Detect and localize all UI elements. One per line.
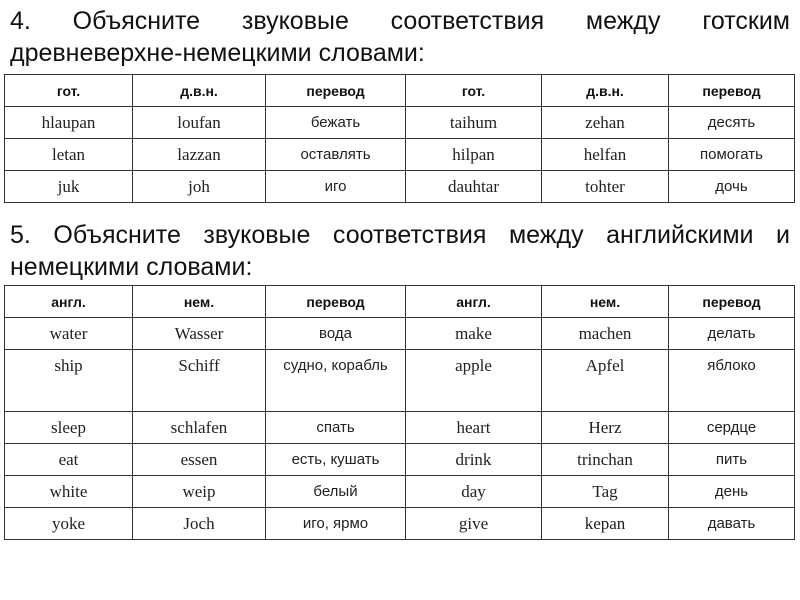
table-cell: machen	[542, 318, 669, 350]
column-header: англ.	[5, 286, 133, 318]
table-cell: tohter	[542, 171, 669, 203]
section-5-heading: 5. Объясните звуковые соответствия между английскими и немецкими словами:	[10, 221, 790, 281]
table-cell: спать	[266, 412, 406, 444]
table-row	[5, 476, 795, 508]
table-cell: apple	[406, 350, 542, 412]
english-german-table	[4, 285, 795, 540]
table-row	[5, 318, 795, 350]
table-cell: иго, ярмо	[266, 508, 406, 540]
table-cell: white	[5, 476, 133, 508]
table-cell: hlaupan	[5, 107, 133, 139]
column-header: д.в.н.	[542, 75, 669, 107]
table-cell: сердце	[669, 412, 795, 444]
table-cell: kepan	[542, 508, 669, 540]
column-header: нем.	[133, 286, 266, 318]
table-cell: water	[5, 318, 133, 350]
table-row	[5, 139, 795, 171]
table-row	[5, 444, 795, 476]
table-cell: оставлять	[266, 139, 406, 171]
table-cell: lazzan	[133, 139, 266, 171]
table-cell: помогать	[669, 139, 795, 171]
table-cell: hilpan	[406, 139, 542, 171]
column-header: нем.	[542, 286, 669, 318]
table-cell: taihum	[406, 107, 542, 139]
table-cell: helfan	[542, 139, 669, 171]
column-header: перевод	[669, 75, 795, 107]
table-header-row	[5, 286, 795, 318]
table-cell: судно, корабль	[266, 350, 406, 412]
table-row	[5, 350, 795, 412]
column-header: англ.	[406, 286, 542, 318]
table-row	[5, 412, 795, 444]
table-cell: Wasser	[133, 318, 266, 350]
table-cell: дочь	[669, 171, 795, 203]
table-cell: есть, кушать	[266, 444, 406, 476]
table-cell: Tag	[542, 476, 669, 508]
table-cell: eat	[5, 444, 133, 476]
table-cell: бежать	[266, 107, 406, 139]
table-cell: яблоко	[669, 350, 795, 412]
table-cell: loufan	[133, 107, 266, 139]
column-header: д.в.н.	[133, 75, 266, 107]
table-row	[5, 171, 795, 203]
table-cell: пить	[669, 444, 795, 476]
column-header: перевод	[266, 75, 406, 107]
table-cell: zehan	[542, 107, 669, 139]
table-cell: ship	[5, 350, 133, 412]
table-cell: trinchan	[542, 444, 669, 476]
table-cell: day	[406, 476, 542, 508]
column-header: гот.	[406, 75, 542, 107]
table-cell: yoke	[5, 508, 133, 540]
table-cell: letan	[5, 139, 133, 171]
section-4-heading: 4. Объясните звуковые соответствия между готским древневерхне-немецкими словами:	[10, 7, 790, 67]
table-cell: Apfel	[542, 350, 669, 412]
table-cell: dauhtar	[406, 171, 542, 203]
table-cell: Herz	[542, 412, 669, 444]
table-cell: sleep	[5, 412, 133, 444]
column-header: перевод	[669, 286, 795, 318]
gothic-ohg-table	[4, 74, 795, 203]
column-header: перевод	[266, 286, 406, 318]
table-cell: делать	[669, 318, 795, 350]
table-cell: Schiff	[133, 350, 266, 412]
table-row	[5, 508, 795, 540]
table-cell: drink	[406, 444, 542, 476]
table-cell: schlafen	[133, 412, 266, 444]
table-cell: иго	[266, 171, 406, 203]
table-cell: weiр	[133, 476, 266, 508]
table-cell: десять	[669, 107, 795, 139]
column-header: гот.	[5, 75, 133, 107]
table-cell: give	[406, 508, 542, 540]
table-cell: давать	[669, 508, 795, 540]
table-cell: белый	[266, 476, 406, 508]
table-cell: Joch	[133, 508, 266, 540]
table-cell: вода	[266, 318, 406, 350]
table-header-row	[5, 75, 795, 107]
table-cell: heart	[406, 412, 542, 444]
table-cell: juk	[5, 171, 133, 203]
table-cell: joh	[133, 171, 266, 203]
table-cell: essen	[133, 444, 266, 476]
table-row	[5, 107, 795, 139]
table-cell: день	[669, 476, 795, 508]
table-cell: make	[406, 318, 542, 350]
